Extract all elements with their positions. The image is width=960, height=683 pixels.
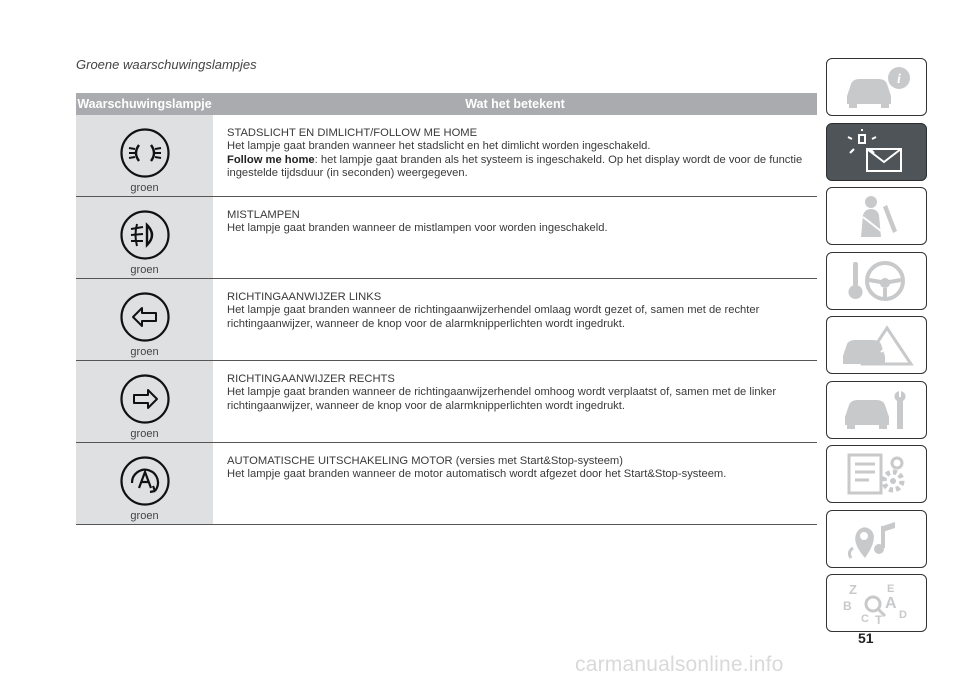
- index-letter-e: E: [886, 583, 894, 595]
- index-letters-icon: [837, 580, 917, 626]
- index-letter-t: T: [874, 613, 882, 626]
- auto-stop-icon: [119, 455, 171, 507]
- index-letter-a: A: [884, 595, 897, 612]
- row-text: Het lampje gaat branden wanneer het stadslicht en het dimlicht worden ingeschakeld.: [227, 140, 651, 153]
- table-row: [76, 115, 817, 197]
- index-letter-c: C: [860, 613, 869, 625]
- section-title: Groene waarschuwingslampjes: [76, 57, 257, 72]
- description-cell: [213, 115, 817, 196]
- car-emergency-icon: [837, 322, 917, 368]
- chapter-tabs: [826, 58, 929, 639]
- row-text: Het lampje gaat branden wanneer de motor automatisch wordt afgezet door het Start&Stop-systeem.: [227, 468, 727, 481]
- row-text: Het lampje gaat branden wanneer de mistlampen voor worden ingeschakeld.: [227, 222, 608, 235]
- svg-text:i: i: [896, 72, 901, 87]
- turn-right-icon: [119, 373, 171, 425]
- index-letter-d: D: [898, 609, 907, 621]
- table-row: [76, 197, 817, 279]
- row-text: Het lampje gaat branden wanneer de richtingaanwijzerhendel omhoog wordt verplaatst of, samen met de linker richtingaanwijzer, wanneer de knop voor de alarmknipperlichten wordt ingedrukt.: [227, 386, 777, 412]
- icon-color-label: groen: [130, 346, 159, 358]
- description-cell: [213, 197, 817, 278]
- car-maintenance-icon: [837, 387, 917, 433]
- warning-light-message-icon: [837, 129, 917, 175]
- technical-data-icon: [837, 451, 917, 497]
- fog-lamp-icon: [119, 209, 171, 261]
- warning-lights-table: [76, 93, 817, 525]
- page-number: 51: [858, 630, 874, 646]
- row-heading: MISTLAMPEN: [227, 209, 300, 221]
- icon-cell: [76, 279, 213, 360]
- table-row: [76, 443, 817, 525]
- icon-cell: [76, 197, 213, 278]
- tab-car-info[interactable]: [826, 58, 927, 116]
- icon-cell: [76, 361, 213, 442]
- tab-safety[interactable]: [826, 187, 927, 245]
- bold-term: Follow me home: [227, 153, 315, 166]
- header-warning-light: Waarschuwingslampje: [77, 97, 212, 111]
- tab-index[interactable]: [826, 574, 927, 632]
- tab-starting-driving[interactable]: [826, 252, 927, 310]
- row-text: Het lampje gaat branden wanneer de richtingaanwijzerhendel omlaag wordt gezet of, samen met de rechter richtingaanwijzer, wanneer de knop voor de alarmknipperlichten wordt ingedrukt.: [227, 304, 760, 330]
- row-text-extended: [227, 154, 817, 181]
- multimedia-icon: [837, 516, 917, 562]
- tab-emergency[interactable]: [826, 316, 927, 374]
- index-letter-b: B: [842, 599, 852, 613]
- icon-color-label: groen: [130, 182, 159, 194]
- row-heading: RICHTINGAANWIJZER RECHTS: [227, 373, 395, 385]
- tab-warning-lights[interactable]: [826, 123, 927, 181]
- description-cell: [213, 361, 817, 442]
- header-meaning: Wat het betekent: [465, 97, 565, 111]
- side-lights-icon: [119, 127, 171, 179]
- turn-left-icon: [119, 291, 171, 343]
- table-row: [76, 361, 817, 443]
- key-steering-wheel-icon: [837, 258, 917, 304]
- table-header: [76, 93, 817, 115]
- row-heading: STADSLICHT EN DIMLICHT/FOLLOW ME HOME: [227, 127, 478, 139]
- car-info-icon: [837, 64, 917, 110]
- row-text-2: : het lampje gaat branden als het systeem is ingeschakeld. Op het display wordt de voor de functie ingestelde tijdsduur (in seconden) weergegeven.: [227, 153, 803, 180]
- watermark: carmanualsonline.info: [575, 653, 784, 676]
- icon-cell: [76, 115, 213, 196]
- description-cell: [213, 279, 817, 360]
- tab-multimedia[interactable]: [826, 510, 927, 568]
- icon-cell: [76, 443, 213, 524]
- safety-seatbelt-icon: [837, 193, 917, 239]
- tab-technical-data[interactable]: [826, 445, 927, 503]
- tab-maintenance[interactable]: [826, 381, 927, 439]
- row-heading: AUTOMATISCHE UITSCHAKELING MOTOR (versies met Start&Stop-systeem): [227, 455, 623, 467]
- row-heading: RICHTINGAANWIJZER LINKS: [227, 291, 382, 303]
- description-cell: [213, 443, 817, 524]
- icon-color-label: groen: [130, 264, 159, 276]
- icon-color-label: groen: [130, 428, 159, 440]
- table-row: [76, 279, 817, 361]
- icon-color-label: groen: [130, 510, 159, 522]
- index-letter-z: Z: [848, 582, 857, 597]
